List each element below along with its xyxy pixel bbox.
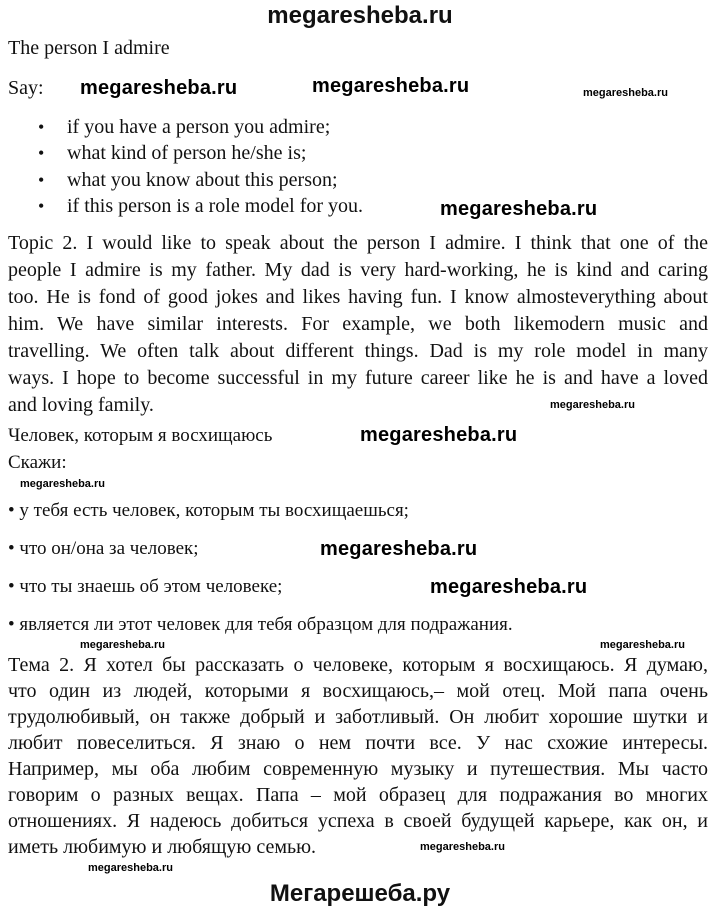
watermark: megaresheba.ru (20, 478, 105, 490)
english-paragraph-line: travelling. We often talk about different things. Dad is my role model in many (8, 340, 708, 362)
watermark: megaresheba.ru (583, 87, 668, 99)
english-paragraph-line: Topic 2. I would like to speak about the person I admire. I think that one of the (8, 232, 708, 254)
english-paragraph-line: too. He is fond of good jokes and likes having fun. I know almosteverything about (8, 286, 708, 308)
english-paragraph-line: ways. I hope to become successful in my future career like he is and have a loved (8, 367, 708, 389)
english-bullet: if you have a person you admire; (67, 116, 331, 138)
english-say: Say: (8, 77, 44, 99)
english-bullet: what you know about this person; (67, 169, 338, 191)
watermark: megaresheba.ru (320, 538, 478, 560)
russian-paragraph-line: любит повеселиться. Я знаю о нем почти все. У нас схожие интересы. (8, 732, 708, 754)
russian-paragraph-line: отношениях. Я надеюсь добиться успеха в своей будущей карьере, как он, и (8, 810, 708, 832)
english-paragraph-line: him. We have similar interests. For example, we both likemodern music and (8, 313, 708, 335)
site-header: megaresheba.ru (267, 2, 453, 29)
bullet-icon: • (38, 196, 45, 216)
russian-paragraph-line: что один из людей, которыми я восхищаюсь,– мой отец. Мой папа очень (8, 680, 708, 702)
bullet-icon: • (38, 143, 45, 163)
russian-paragraph-line: Например, мы оба любим современную музыку и путешествия. Мы часто (8, 758, 708, 780)
watermark: megaresheba.ru (80, 77, 238, 99)
watermark: megaresheba.ru (88, 862, 173, 874)
russian-bullet: • у тебя есть человек, которым ты восхищаешься; (8, 500, 409, 521)
watermark: megaresheba.ru (440, 198, 598, 220)
english-paragraph-line: people I admire is my father. My dad is very hard-working, he is kind and caring (8, 259, 708, 281)
russian-bullet: • что он/она за человек; (8, 538, 199, 559)
bullet-icon: • (38, 117, 45, 137)
russian-bullet: • является ли этот человек для тебя образцом для подражания. (8, 614, 513, 635)
watermark: megaresheba.ru (600, 639, 685, 651)
russian-say: Скажи: (8, 452, 67, 473)
english-bullet: if this person is a role model for you. (67, 195, 364, 217)
watermark: megaresheba.ru (360, 424, 518, 446)
watermark: megaresheba.ru (420, 841, 505, 853)
english-bullet: what kind of person he/she is; (67, 142, 307, 164)
watermark: megaresheba.ru (80, 639, 165, 651)
russian-paragraph-line: говорим о разных вещах. Папа – мой образец для подражания во многих (8, 784, 708, 806)
russian-paragraph-line: Тема 2. Я хотел бы рассказать о человеке, которым я восхищаюсь. Я думаю, (8, 654, 708, 676)
watermark: megaresheba.ru (550, 399, 635, 411)
watermark: megaresheba.ru (430, 576, 588, 598)
watermark: megaresheba.ru (312, 75, 470, 97)
russian-bullet: • что ты знаешь об этом человеке; (8, 576, 283, 597)
site-footer: Мегарешеба.ру (269, 880, 451, 907)
bullet-icon: • (38, 170, 45, 190)
russian-paragraph-line: иметь любимую и любящую семью. (8, 836, 317, 858)
english-title: The person I admire (8, 37, 170, 59)
russian-title: Человек, которым я восхищаюсь (8, 425, 273, 446)
english-paragraph-line: and loving family. (8, 394, 154, 416)
russian-paragraph-line: трудолюбивый, он также добрый и заботливый. Он любит хорошие шутки и (8, 706, 708, 728)
